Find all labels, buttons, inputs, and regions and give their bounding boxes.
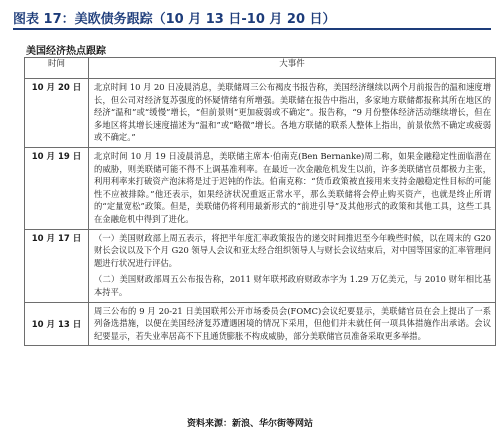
- row-date: 10 月 20 日: [25, 79, 89, 148]
- event-paragraph: 北京时间 10 月 20 日凌晨消息，美联储周三公布褐皮书报告称，美国经济继续以两个月前报告的温和速度增长，但公司对经济复苏强度的怀疑情绪有所增强。美联储在报告中指出，多家地方联储都报称其所在地区的经济“温和”或“缓慢”增长，“但前景则”更加疲弱或不确定”。报告称，“9 月份整体经济活动继续增长，但在多地区将其增长速度描述为“温和”或“略微”增长。各地方联储的联系人整体上指出，前景依然不确定或疲弱或不确定。”: [94, 82, 491, 143]
- column-header-time: 时间: [25, 58, 89, 79]
- figure-title: 图表 17：美欧债务跟踪（10 月 13 日-10 月 20 日）: [13, 11, 336, 27]
- event-paragraph: （一）美国财政部上周五表示，将把半年度汇率政策报告的递交时间推迟至今年晚些时候，以在周末的 G20 财长会议以及下个月 G20 领导人会议和亚太经合组织领导人与财长会议结束后，对中国等国家的汇率管理问题进行状况进行评估。: [94, 232, 491, 268]
- row-event: [89, 302, 496, 346]
- table-row: [25, 302, 496, 346]
- row-date: 10 月 13 日: [25, 302, 89, 346]
- event-paragraph: 北京时间 10 月 19 日凌晨消息，美联储主席本·伯南克(Ben Bernanke)周二称，如果金融稳定性面临潜在的威胁，则美联储可能不得不上调基准利率。在最近一次金融危机发生以前，许多美联储官员都极力主张，利用利率来打破资产泡沫将是过于迟钝的作法。伯南克称：“货币政策被直接用来支持金融稳定性目标的可能性不应被排除。”他还表示，如果经济状况重返正常水平，那么美联储将会停止购买资产，也就是终止所谓的“定量宽松”政策。但是，美联储仍将利用最新形式的“前进引导”及其他形式的政策和其他工具，这些工具在金融危机中得到了进化。: [94, 150, 491, 224]
- table-header-row: [25, 58, 496, 79]
- event-paragraph: 周三公布的 9 月 20-21 日美国联邦公开市场委员会(FOMC)会议纪要显示，美联储官员在会上提出了一系列备选措施，以便在美国经济复苏遭遇困境的情况下采用，但他们并未就任何一项具体措施作出承诺。会议纪要显示，若失业率居高不下且通货膨胀不构成威胁，部分美联储官员准备采取更多举措。: [94, 305, 491, 341]
- table-row: [25, 147, 496, 229]
- row-date: 10 月 19 日: [25, 147, 89, 229]
- row-event: [89, 147, 496, 229]
- row-event: [89, 79, 496, 148]
- source-note: 资料来源：新浪、华尔街等网站: [186, 419, 313, 429]
- row-date: 10 月 17 日: [25, 229, 89, 302]
- section-title: 美国经济热点跟踪: [26, 46, 106, 57]
- table-row: [25, 229, 496, 302]
- row-event: [89, 229, 496, 302]
- table-row: [25, 79, 496, 148]
- title-divider: [13, 28, 491, 30]
- column-header-events: 大事件: [89, 58, 496, 79]
- event-paragraph: （二）美国财政部周五公布报告称，2011 财年联邦政府财政赤字为 1.29 万亿美元，与 2010 财年相比基本持平。: [94, 274, 491, 297]
- events-table: [24, 57, 496, 346]
